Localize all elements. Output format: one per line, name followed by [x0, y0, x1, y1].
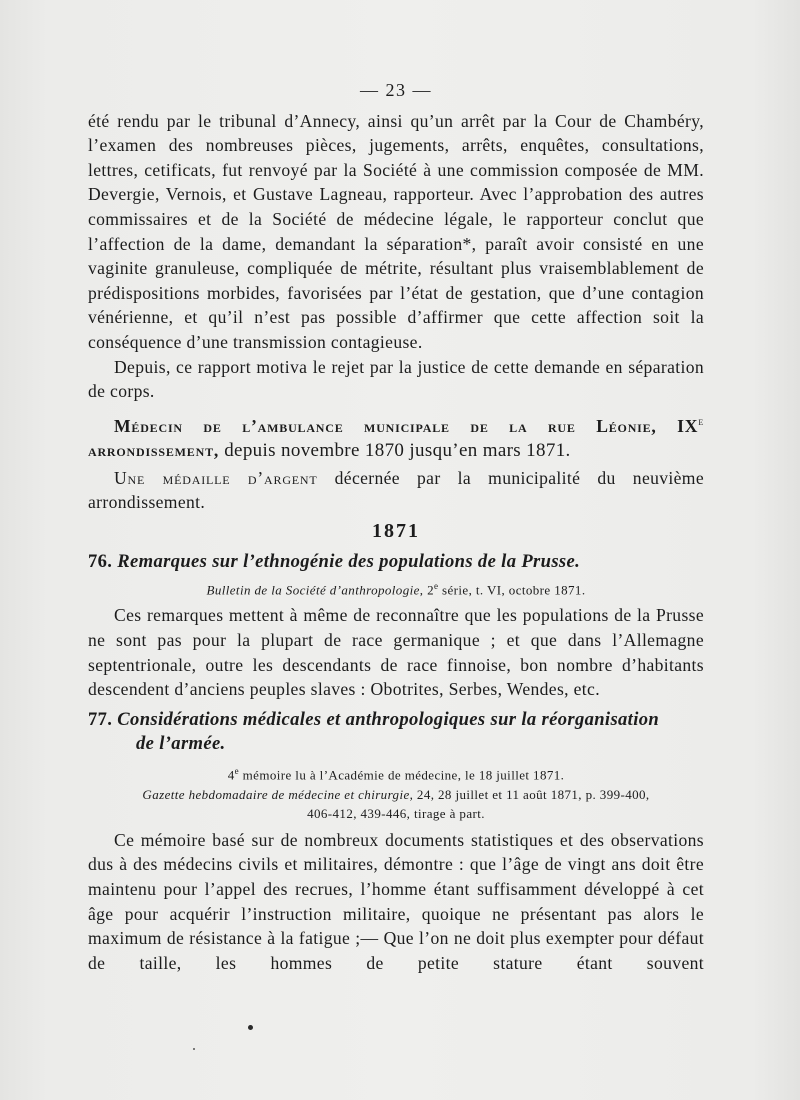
appointment-entry	[88, 410, 704, 464]
entry-77-body: Ce mémoire basé sur de nombreux documents statistiques et des observations dus à des médecins civils et militaires, démontre : que l’âge de vingt ans doit être maintenu pour l’appel des recrues, l’homme étant suffisamment développé à cet âge pour acquérir l’instruction militaire, quoique ne présentant pas alors le maximum de résistance à la fatigue ;— Que l’on ne doit plus exempter pour défaut de taille, les hommes de petite stature étant souvent	[88, 829, 704, 973]
award-entry	[88, 466, 704, 515]
entry-76-reference: Bulletin de la Société d’anthropologie, 2e série, t. VI, octobre 1871.	[206, 581, 586, 598]
entry-76-body: Ces remarques mettent à même de reconnaître que les populations de la Prusse ne sont pas pour la plupart de race germanique ; et que dans l’Allemagne septentrionale, outre les descendants de race finnoise, bon nombre d’habitants descendent d’anciens peuples slaves : Obotrites, Serbes, Wendes, etc.	[88, 605, 704, 700]
award-label: Une médaille d’argent	[114, 467, 318, 488]
appointment-title: Médecin de l’ambulance municipale de la rue Léonie, IXe arrondissement,	[88, 415, 704, 461]
award-text: décernée par la municipalité du neuvième arrondissement.	[88, 467, 705, 513]
appointment-dates: depuis novembre 1870 jusqu’en mars 1871.	[219, 440, 571, 462]
ink-speck	[248, 1025, 253, 1030]
paragraph-report: été rendu par le tribunal d’Annecy, ainsi qu’un arrêt par la Cour de Chambéry, l’examen des nombreuses pièces, jugements, arrêts, enquêtes, consultations, lettres, cetificats, fut renvoyé par la Société à une commission composée de MM. Devergie, Vernois, et Gustave Lagneau, rapporteur. Avec l’approbation des autres commissaires et de la Société de médecine légale, le rapporteur conclut que l’affection de la dame, demandant la séparation*, paraît avoir consisté en une vaginite granuleuse, compliquée de métrite, résultant plus vraisemblablement de prédispositions morbides, favorisées par l’état de gestation, que d’une contagion vénérienne, et qu’il n’est pas possible d’affirmer que cette affection soit la conséquence d’une transmission contagieuse.	[88, 110, 704, 352]
page-number: — 23 —	[360, 80, 432, 100]
entry-76-title: 76. Remarques sur l’ethnogénie des populations de la Prusse.	[88, 550, 581, 572]
entry-77-ref-line2: Gazette hebdomadaire de médecine et chirurgie, 24, 28 juillet et 11 août 1871, p. 399-400,	[142, 786, 650, 802]
year-heading: 1871	[372, 519, 420, 542]
page-content	[88, 78, 704, 975]
entry-77-ref-line3: 406-412, 439-446, tirage à part.	[307, 806, 485, 822]
paragraph-outcome: Depuis, ce rapport motiva le rejet par la justice de cette demande en séparation de corps.	[88, 356, 704, 402]
entry-77-ref-line1: 4e mémoire lu à l’Académie de médecine, le 18 juillet 1871.	[227, 766, 565, 783]
entry-77-reference	[88, 762, 704, 824]
ink-speck-small	[193, 1048, 195, 1050]
entry-77-title: 77. Considérations médicales et anthropologiques sur la réorganisation de l’armée.	[88, 708, 660, 755]
